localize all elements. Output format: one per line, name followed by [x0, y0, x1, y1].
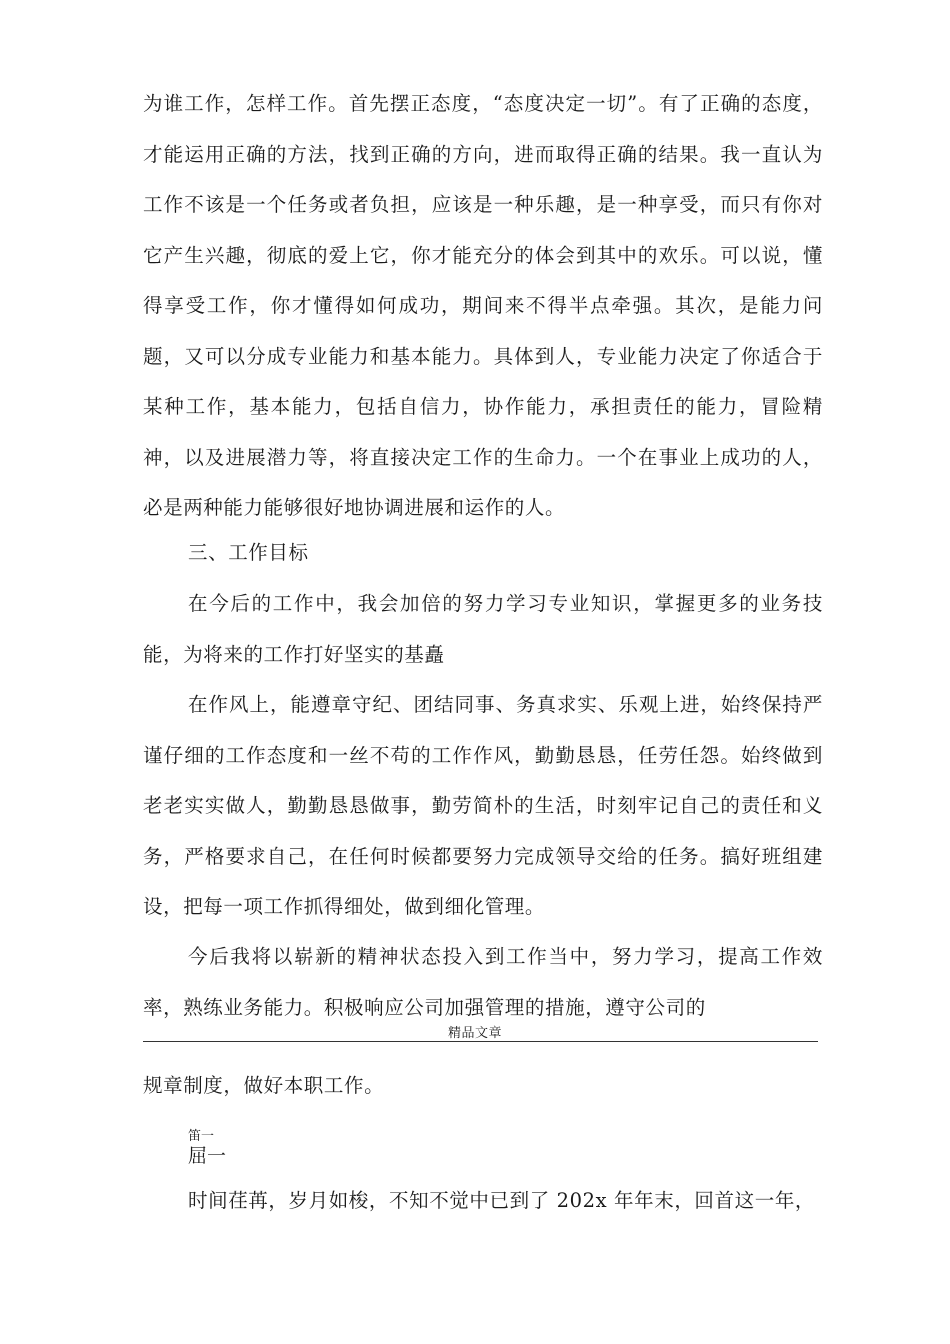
body-paragraph-year-review: 时间荏苒，岁月如梭，不知不觉中已到了 202x 年年末，回首这一年，: [188, 1189, 816, 1212]
footer-divider: [143, 1041, 818, 1042]
body-paragraph-work-style: 在作风上，能遵章守纪、团结同事、务真求实、乐观上进，始终保持严谨仔细的工作态度和一丝不苟的工作作风，勤勤恳恳，任劳任怨。始终做到老老实实做人，勤勤恳恳做事，勤劳简朴的生活，时刻牢记自己的责任和义务，严格要求自己，在任何时候都要努力完成领导交给的任务。搞好班组建设，把每一项工作抓得细处，做到细化管理。: [143, 693, 823, 918]
section-mark-large: 屈一: [188, 1145, 227, 1167]
continuation-paragraph: 规章制度，做好本职工作。: [143, 1074, 385, 1097]
body-paragraph-study-plan: 在今后的工作中，我会加倍的努力学习专业知识，掌握更多的业务技能，为将来的工作打好坚实的基矗: [143, 592, 823, 666]
section-heading-work-goals: 三、工作目标: [188, 541, 309, 564]
body-paragraph-future-outlook: 今后我将以崭新的精神状态投入到工作当中，努力学习，提高工作效率，熟练业务能力。积极响应公司加强管理的措施，遵守公司的: [143, 945, 823, 1019]
section-mark-small: 笛一: [188, 1129, 215, 1144]
body-paragraph-work-attitude: 为谁工作，怎样工作。首先摆正态度，“态度决定一切”。有了正确的态度，才能运用正确的方法，找到正确的方向，进而取得正确的结果。我一直认为工作不该是一个任务或者负担，应该是一种乐趣，是一种享受，而只有你对它产生兴趣，彻底的爱上它，你才能充分的体会到其中的欢乐。可以说，懂得享受工作，你才懂得如何成功，期间来不得半点牵强。其次，是能力问题，又可以分成专业能力和基本能力。具体到人，专业能力决定了你适合于某种工作，基本能力，包括自信力，协作能力，承担责任的能力，冒险精神，以及进展潜力等，将直接决定工作的生命力。一个在事业上成功的人，必是两种能力能够很好地协调进展和运作的人。: [143, 92, 823, 519]
page-footer-label: 精品文章: [447, 1026, 502, 1041]
